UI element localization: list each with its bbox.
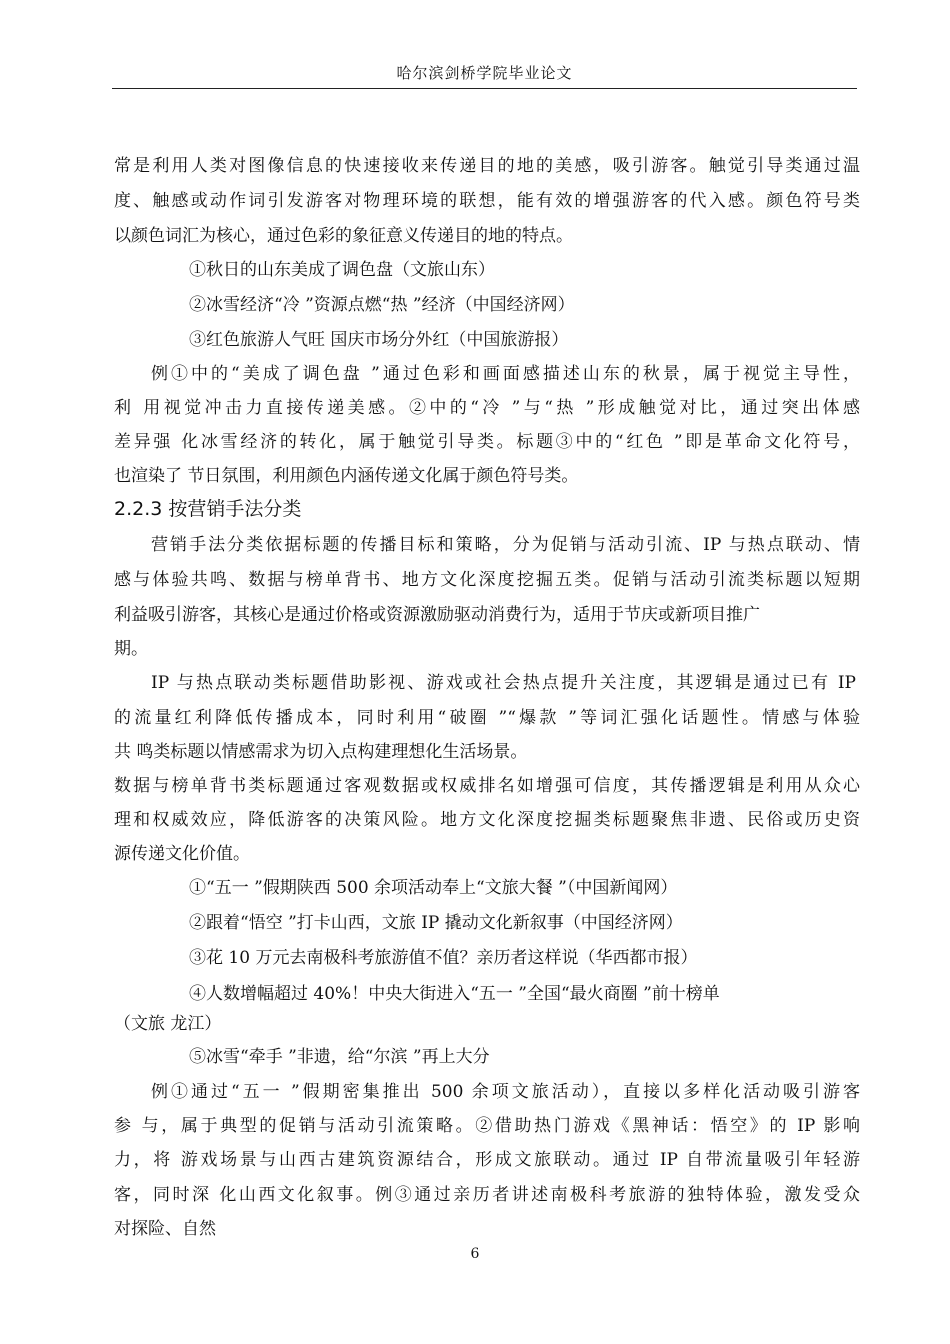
page-number: 6 <box>470 1246 480 1262</box>
body-line: 营销手法分类依据标题的传播目标和策略，分为促销与活动引流、IP 与热点联动、情 <box>151 535 860 555</box>
body-line: 的流量红利降低传播成本，同时利用“破圈 ”“爆款 ”等词汇强化话题性。情感与体验 <box>114 708 860 728</box>
body-line: 共 鸣类标题以情感需求为切入点构建理想化生活场景。 <box>114 742 528 762</box>
example-item: ③花 10 万元去南极科考旅游值不值？亲历者这样说（华西都市报） <box>189 948 698 968</box>
body-line: 利 用视觉冲击力直接传递美感。②中的“冷 ”与“热 ”形成触觉对比，通过突出体感 <box>114 398 860 418</box>
example-item: ④人数增幅超过 40%！中央大街进入“五一 ”全国“最火商圈 ”前十榜单 <box>189 984 720 1004</box>
body-line: 对探险、自然 <box>114 1219 216 1239</box>
body-line: 参 与，属于典型的促销与活动引流策略。②借助热门游戏《黑神话：悟空》的 IP 影响 <box>114 1116 860 1136</box>
body-line: 利益吸引游客，其核心是通过价格或资源激励驱动消费行为，适用于节庆或新项目推广 <box>114 605 760 625</box>
example-item: ①“五一 ”假期陕西 500 余项活动奉上“文旅大餐 ”（中国新闻网） <box>189 878 678 898</box>
body-line: 期。 <box>114 639 148 659</box>
body-line: 差异强 化冰雪经济的转化，属于触觉引导类。标题③中的“红色 ”即是革命文化符号， <box>114 432 860 452</box>
example-item: ①秋日的山东美成了调色盘（文旅山东） <box>189 260 495 280</box>
body-line: 源传递文化价值。 <box>114 844 250 864</box>
body-line: 例①通过“五一 ”假期密集推出 500 余项文旅活动），直接以多样化活动吸引游客 <box>151 1082 860 1102</box>
body-line: 常是利用人类对图像信息的快速接收来传递目的地的美感，吸引游客。触觉引导类通过温 <box>114 156 860 176</box>
example-item: ②跟着“悟空 ”打卡山西，文旅 IP 撬动文化新叙事（中国经济网） <box>189 913 683 933</box>
section-heading: 2.2.3 按营销手法分类 <box>114 498 302 520</box>
body-line: 数据与榜单背书类标题通过客观数据或权威排名如增强可信度，其传播逻辑是利用从众心 <box>114 776 860 796</box>
body-line: 以颜色词汇为核心，通过色彩的象征意义传递目的地的特点。 <box>114 226 573 246</box>
header-divider <box>112 88 857 89</box>
example-item: ⑤冰雪“牵手 ”非遗，给“尔滨 ”再上大分 <box>189 1047 490 1067</box>
page-header-title: 哈尔滨剑桥学院毕业论文 <box>396 64 573 82</box>
body-line: 例①中的“美成了调色盘 ”通过色彩和画面感描述山东的秋景，属于视觉主导性， <box>151 364 860 384</box>
example-item: （文旅 龙江） <box>114 1014 222 1034</box>
body-line: 感与体验共鸣、数据与榜单背书、地方文化深度挖掘五类。促销与活动引流类标题以短期 <box>114 570 860 590</box>
body-line: IP 与热点联动类标题借助影视、游戏或社会热点提升关注度，其逻辑是通过已有 IP <box>151 673 856 693</box>
body-line: 客，同时深 化山西文化叙事。例③通过亲历者讲述南极科考旅游的独特体验，激发受众 <box>114 1185 860 1205</box>
body-line: 力，将 游戏场景与山西古建筑资源结合，形成文旅联动。通过 IP 自带流量吸引年轻游 <box>114 1150 860 1170</box>
body-line: 度、触感或动作词引发游客对物理环境的联想，能有效的增强游客的代入感。颜色符号类 <box>114 191 860 211</box>
example-item: ③红色旅游人气旺 国庆市场分外红（中国旅游报） <box>189 330 569 350</box>
example-item: ②冰雪经济“冷 ”资源点燃“热 ”经济（中国经济网） <box>189 295 575 315</box>
body-line: 理和权威效应，降低游客的决策风险。地方文化深度挖掘类标题聚焦非遗、民俗或历史资 <box>114 810 860 830</box>
body-line: 也渲染了 节日氛围，利用颜色内涵传递文化属于颜色符号类。 <box>114 466 579 486</box>
